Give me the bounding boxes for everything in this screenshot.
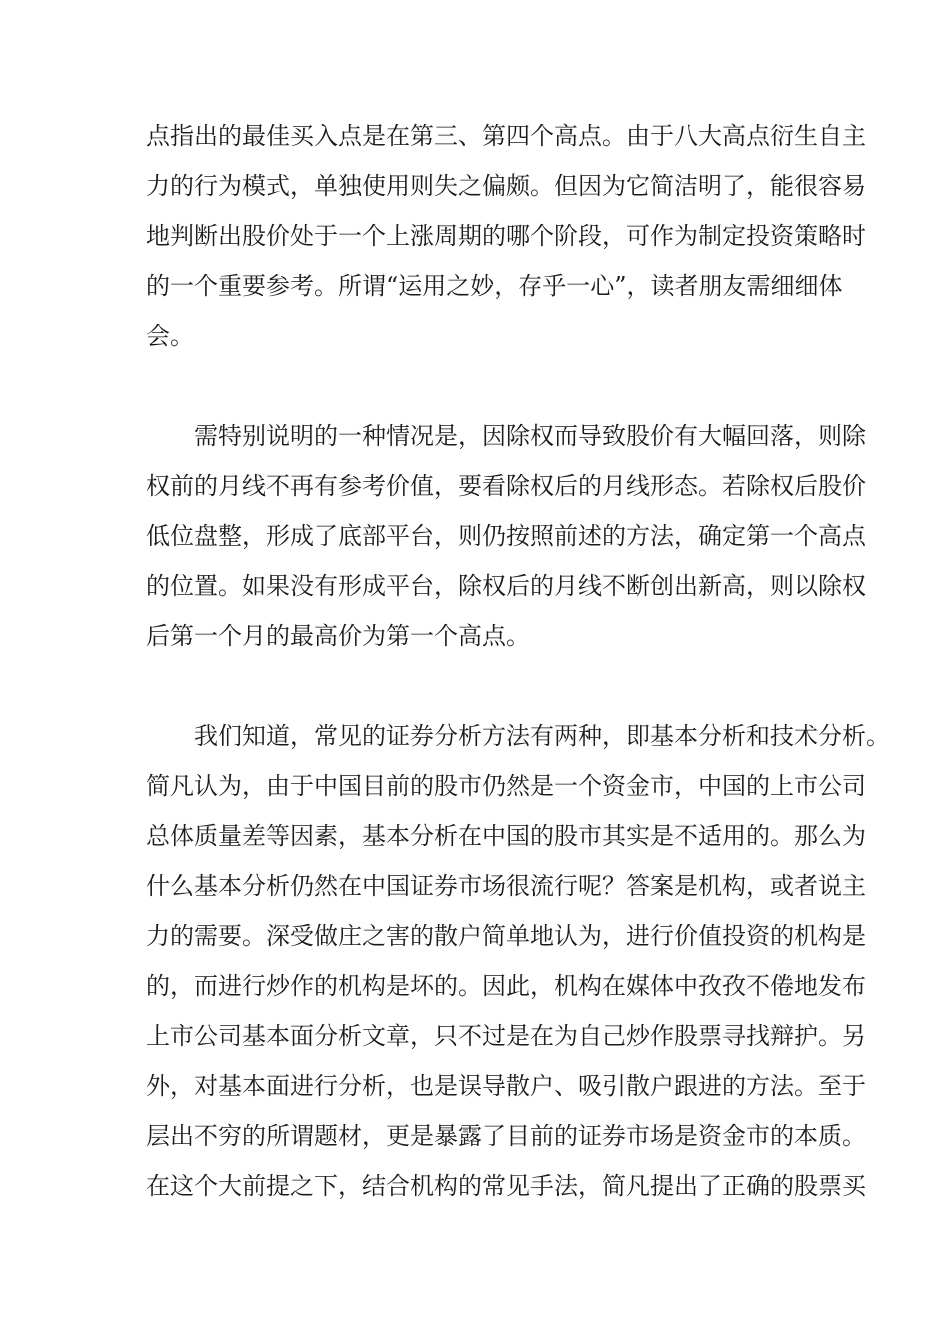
text-line: 总体质量差等因素，基本分析在中国的股市其实是不适用的。那么为 bbox=[146, 822, 866, 850]
text-line: 简凡认为，由于中国目前的股市仍然是一个资金市，中国的上市公司 bbox=[146, 772, 866, 800]
text-line: 需特别说明的一种情况是，因除权而导致股价有大幅回落，则除 bbox=[194, 422, 866, 450]
text-line: 我们知道，常见的证券分析方法有两种，即基本分析和技术分析。 bbox=[194, 722, 890, 750]
text-line: 的位置。如果没有形成平台，除权后的月线不断创出新高，则以除权 bbox=[146, 572, 866, 600]
text-line: 上市公司基本面分析文章，只不过是在为自己炒作股票寻找辩护。另 bbox=[146, 1022, 866, 1050]
text-line: 什么基本分析仍然在中国证券市场很流行呢？答案是机构，或者说主 bbox=[146, 872, 866, 900]
text-line: 会。 bbox=[146, 322, 194, 350]
text-line: 的，而进行炒作的机构是坏的。因此，机构在媒体中孜孜不倦地发布 bbox=[146, 972, 866, 1000]
text-line: 低位盘整，形成了底部平台，则仍按照前述的方法，确定第一个高点 bbox=[146, 522, 866, 550]
text-line: 点指出的最佳买入点是在第三、第四个高点。由于八大高点衍生自主 bbox=[146, 122, 866, 150]
text-line: 外，对基本面进行分析，也是误导散户、吸引散户跟进的方法。至于 bbox=[146, 1072, 866, 1100]
text-line: 力的需要。深受做庄之害的散户简单地认为，进行价值投资的机构是 bbox=[146, 922, 866, 950]
text-line: 权前的月线不再有参考价值，要看除权后的月线形态。若除权后股价 bbox=[146, 472, 866, 500]
text-line: 层出不穷的所谓题材，更是暴露了目前的证券市场是资金市的本质。 bbox=[146, 1122, 866, 1150]
text-line: 的一个重要参考。所谓“运用之妙，存乎一心”，读者朋友需细细体 bbox=[146, 272, 843, 300]
text-line: 地判断出股价处于一个上涨周期的哪个阶段，可作为制定投资策略时 bbox=[146, 222, 866, 250]
text-line: 在这个大前提之下，结合机构的常见手法，简凡提出了正确的股票买 bbox=[146, 1172, 866, 1200]
text-line: 力的行为模式，单独使用则失之偏颇。但因为它简洁明了，能很容易 bbox=[146, 172, 866, 200]
text-line: 后第一个月的最高价为第一个高点。 bbox=[146, 622, 530, 650]
